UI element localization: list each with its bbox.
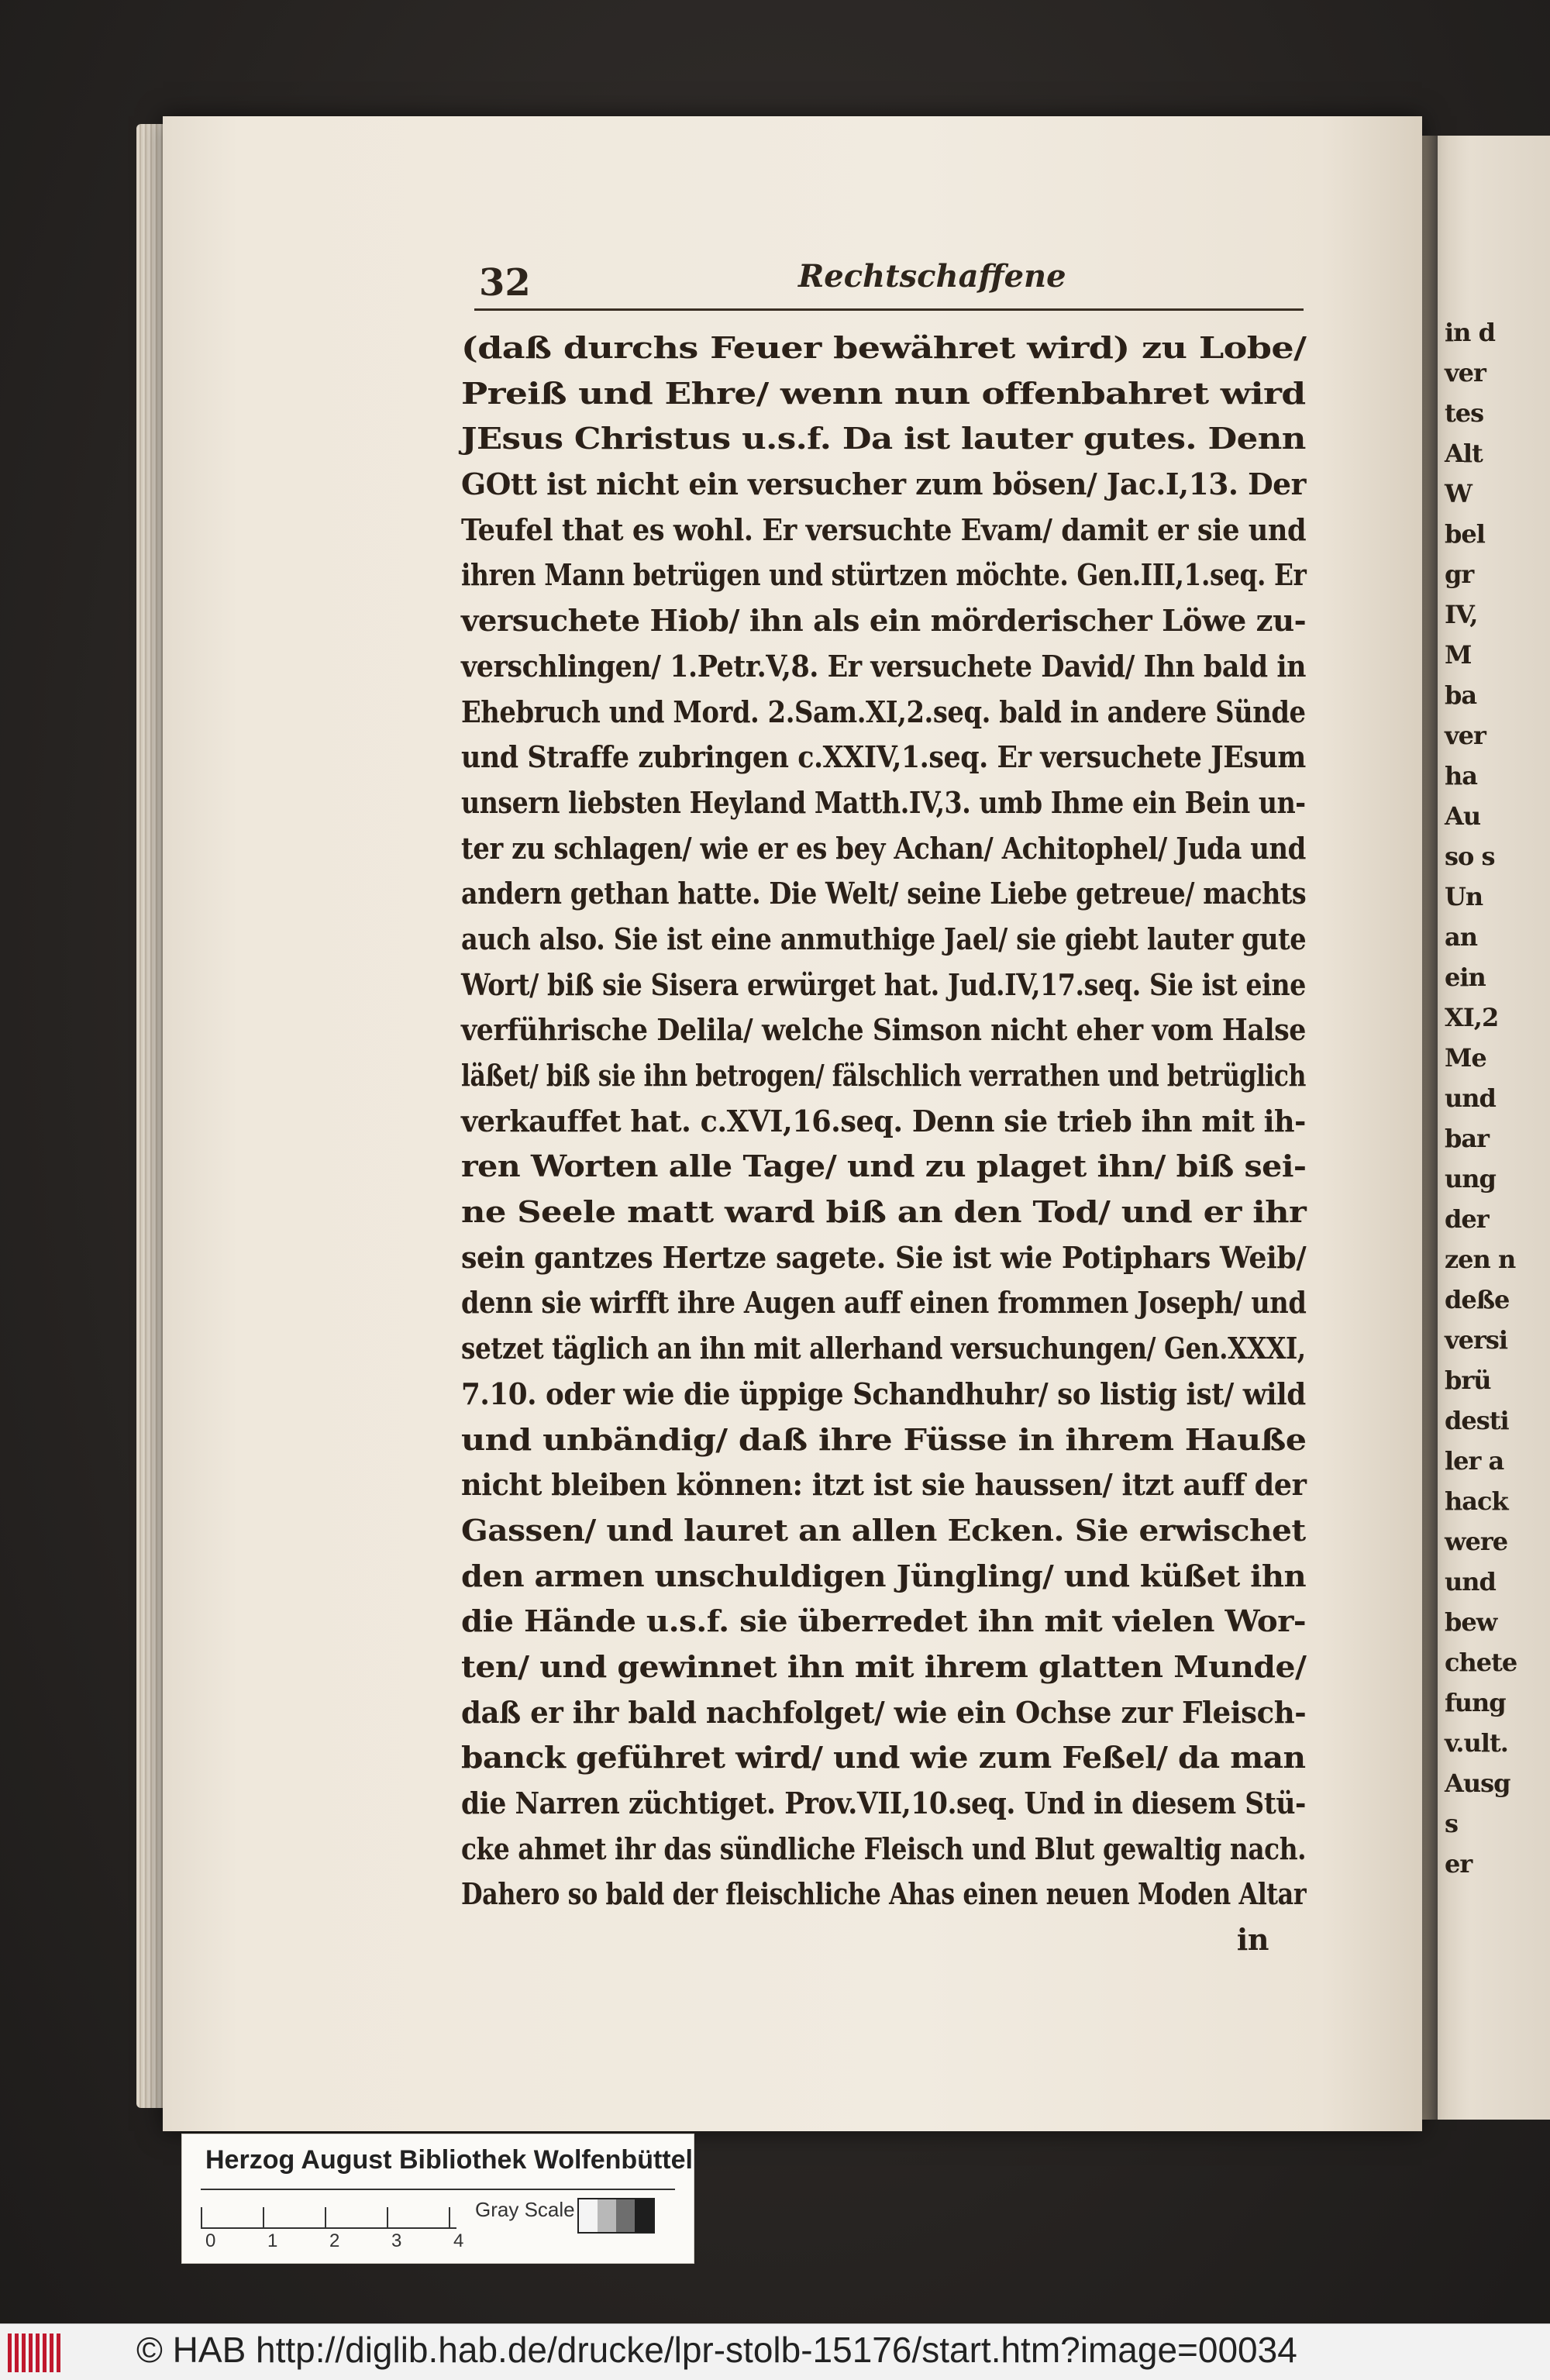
running-head — [0, 256, 1550, 302]
facing-page-fragment: gr — [1445, 560, 1474, 589]
ruler-tick — [201, 2207, 202, 2229]
facing-page-fragment: zen n — [1445, 1245, 1516, 1274]
facing-page-fragment: Me — [1445, 1043, 1486, 1073]
text-line: die Narren züchtiget. Prov.VII,10.seq. Und in diesem Stü- — [461, 1786, 1306, 1820]
text-line: setzet täglich an ihn mit allerhand versuchungen/ Gen.XXXI, — [461, 1331, 1306, 1366]
text-line: versuchete Hiob/ ihn als ein mörderischer Löwe zu- — [461, 603, 1307, 639]
text-line: auch also. Sie ist eine anmuthige Jael/ sie giebt lauter gute — [461, 921, 1307, 956]
cm-ruler — [201, 2199, 464, 2254]
facing-page-fragment: were — [1445, 1527, 1508, 1556]
library-color-card — [181, 2134, 694, 2264]
facing-page-fragment: der — [1445, 1204, 1489, 1234]
ruler-tick — [449, 2207, 450, 2229]
library-name: Herzog August Bibliothek Wolfenbüttel — [205, 2145, 693, 2175]
facing-page-fragment: Au — [1445, 801, 1481, 831]
text-line: läßet/ biß sie ihn betrogen/ fälschlich verrathen und betrüglich — [461, 1058, 1306, 1093]
ruler-tick — [387, 2207, 388, 2229]
text-line: und Straffe zubringen c.XXIV,1.seq. Er versuchete JEsum — [461, 739, 1306, 775]
ruler-line — [201, 2227, 456, 2229]
facing-page-fragment: desti — [1445, 1406, 1509, 1435]
facing-page-fragment: M — [1445, 640, 1472, 670]
ruler-tick — [325, 2207, 326, 2229]
facing-page-fragment: ver — [1445, 358, 1486, 387]
text-line: ren Worten alle Tage/ und zu plaget ihn/ biß sei- — [461, 1149, 1307, 1184]
facing-page-fragment: ung — [1445, 1164, 1496, 1193]
facing-page-fragment: v.ult. — [1445, 1728, 1508, 1758]
ruler-tick — [263, 2207, 264, 2229]
facing-page-fragment: fung — [1445, 1688, 1506, 1717]
facing-page-fragment: bel — [1445, 519, 1485, 549]
text-line: ne Seele matt ward biß an den Tod/ und er ihr — [461, 1194, 1307, 1230]
facing-page-fragment: ha — [1445, 761, 1477, 790]
facing-page-fragment: so s — [1445, 842, 1495, 871]
facing-page-fragment: Ausg — [1445, 1769, 1510, 1798]
text-line: Wort/ biß sie Sisera erwürget hat. Jud.IV,17.seq. Sie ist eine — [461, 966, 1306, 1002]
facing-page-fragment: IV, — [1445, 600, 1478, 629]
facing-page-fragment: bew — [1445, 1607, 1497, 1637]
page-number: 32 — [479, 261, 531, 305]
gray-swatch-step — [635, 2199, 653, 2232]
facing-page-fragment: in d — [1445, 318, 1495, 347]
ruler-tick-label: 3 — [391, 2230, 402, 2251]
text-line: GOtt ist nicht ein versucher zum bösen/ Jac.I,13. Der — [461, 467, 1306, 502]
ruler-tick-label: 1 — [267, 2230, 278, 2251]
facing-page-fragment: ler a — [1445, 1446, 1504, 1476]
facing-page-fragment: brü — [1445, 1366, 1491, 1395]
facing-page-fragment: versi — [1445, 1325, 1507, 1355]
facing-page-fragment: XI,2 — [1445, 1003, 1499, 1032]
text-line: Teufel that es wohl. Er versuchte Evam/ damit er sie und — [461, 511, 1307, 547]
gray-swatch-step — [616, 2199, 635, 2232]
running-title: Rechtschaffene — [798, 258, 1066, 294]
text-line: JEsus Christus u.s.f. Da ist lauter gutes. Denn — [461, 421, 1306, 456]
facing-page-fragment: ein — [1445, 963, 1486, 992]
facing-page-fragment: W — [1445, 479, 1472, 508]
text-line: verkauffet hat. c.XVI,16.seq. Denn sie trieb ihn mit ih- — [461, 1103, 1306, 1138]
facing-page-fragment: deße — [1445, 1285, 1510, 1314]
text-line: andern gethan hatte. Die Welt/ seine Liebe getreue/ machts — [461, 876, 1307, 911]
text-line: Gassen/ und lauret an allen Ecken. Sie erwischet — [461, 1512, 1306, 1548]
text-line: verführische Delila/ welche Simson nicht eher vom Halse — [461, 1012, 1306, 1048]
facing-page-fragment: Un — [1445, 882, 1483, 911]
text-line: nicht bleiben können: itzt ist sie haussen/ itzt auff der — [461, 1467, 1307, 1503]
gray-swatch-step — [598, 2199, 616, 2232]
facing-page-fragment: hack — [1445, 1486, 1508, 1516]
facing-page-fragment: und — [1445, 1567, 1496, 1596]
text-line: banck geführet wird/ und wie zum Feßel/ da man — [461, 1740, 1306, 1776]
text-line: Dahero so bald der fleischliche Ahas einen neuen Moden Altar — [461, 1876, 1307, 1912]
hab-logo-icon — [8, 2334, 64, 2372]
text-line: den armen unschuldigen Jüngling/ und küßet ihn — [461, 1558, 1307, 1593]
facing-page-fragment: an — [1445, 922, 1477, 952]
text-line: ten/ und gewinnet ihn mit ihrem glatten Munde/ — [461, 1648, 1307, 1684]
head-rule — [474, 308, 1304, 311]
facing-page-fragment: und — [1445, 1083, 1496, 1113]
page-text — [461, 325, 1329, 1963]
text-line: und unbändig/ daß ihre Füsse in ihrem Hauße — [461, 1421, 1307, 1457]
facing-page — [1432, 136, 1550, 2120]
text-line: ter zu schlagen/ wie er es bey Achan/ Achitophel/ Juda und — [461, 830, 1306, 866]
text-line: cke ahmet ihr das sündliche Fleisch und Blut gewaltig nach. — [461, 1831, 1307, 1866]
text-line: unsern liebsten Heyland Matth.IV,3. umb Ihme ein Bein un- — [461, 784, 1306, 820]
facing-page-fragment: bar — [1445, 1124, 1489, 1153]
catchword: in — [1236, 1922, 1269, 1958]
text-line: daß er ihr bald nachfolget/ wie ein Ochse zur Fleisch- — [461, 1694, 1307, 1730]
text-line: sein gantzes Hertze sagete. Sie ist wie Potiphars Weib/ — [461, 1239, 1307, 1275]
ruler-tick-label: 4 — [453, 2230, 464, 2251]
text-line: ihren Mann betrügen und stürtzen möchte. Gen.III,1.seq. Er — [461, 557, 1307, 593]
text-line: Ehebruch und Mord. 2.Sam.XI,2.seq. bald in andere Sünde — [461, 694, 1306, 729]
facing-page-fragment: er — [1445, 1849, 1472, 1879]
facing-page-fragment: chete — [1445, 1648, 1517, 1677]
gray-scale-label: Gray Scale — [475, 2198, 575, 2221]
facing-page-fragment: s — [1445, 1809, 1459, 1838]
ruler-tick-label: 0 — [205, 2230, 216, 2251]
ruler-tick-label: 2 — [329, 2230, 340, 2251]
text-line: verschlingen/ 1.Petr.V,8. Er versuchete David/ Ihn bald in — [461, 648, 1307, 684]
gray-scale-swatch — [577, 2198, 655, 2234]
footer-copyright-link[interactable]: © HAB http://diglib.hab.de/drucke/lpr-stolb-15176/start.htm?image=00034 — [136, 2330, 1297, 2370]
text-line: (daß durchs Feuer bewähret wird) zu Lobe/ — [461, 330, 1307, 365]
text-line: Preiß und Ehre/ wenn nun offenbahret wird — [461, 375, 1306, 411]
text-line: die Hände u.s.f. sie überredet ihn mit vielen Wor- — [461, 1603, 1307, 1639]
footer-bar — [0, 2323, 1550, 2380]
facing-page-fragment: ba — [1445, 680, 1477, 710]
card-divider — [201, 2189, 675, 2190]
facing-page-fragment: ver — [1445, 721, 1486, 750]
text-line: denn sie wirfft ihre Augen auff einen frommen Joseph/ und — [461, 1285, 1307, 1321]
gray-swatch-step — [579, 2199, 598, 2232]
text-line: 7.10. oder wie die üppige Schandhuhr/ so listig ist/ wild — [461, 1376, 1306, 1411]
facing-page-fragment: Alt — [1445, 439, 1483, 468]
facing-page-fragment: tes — [1445, 398, 1484, 428]
